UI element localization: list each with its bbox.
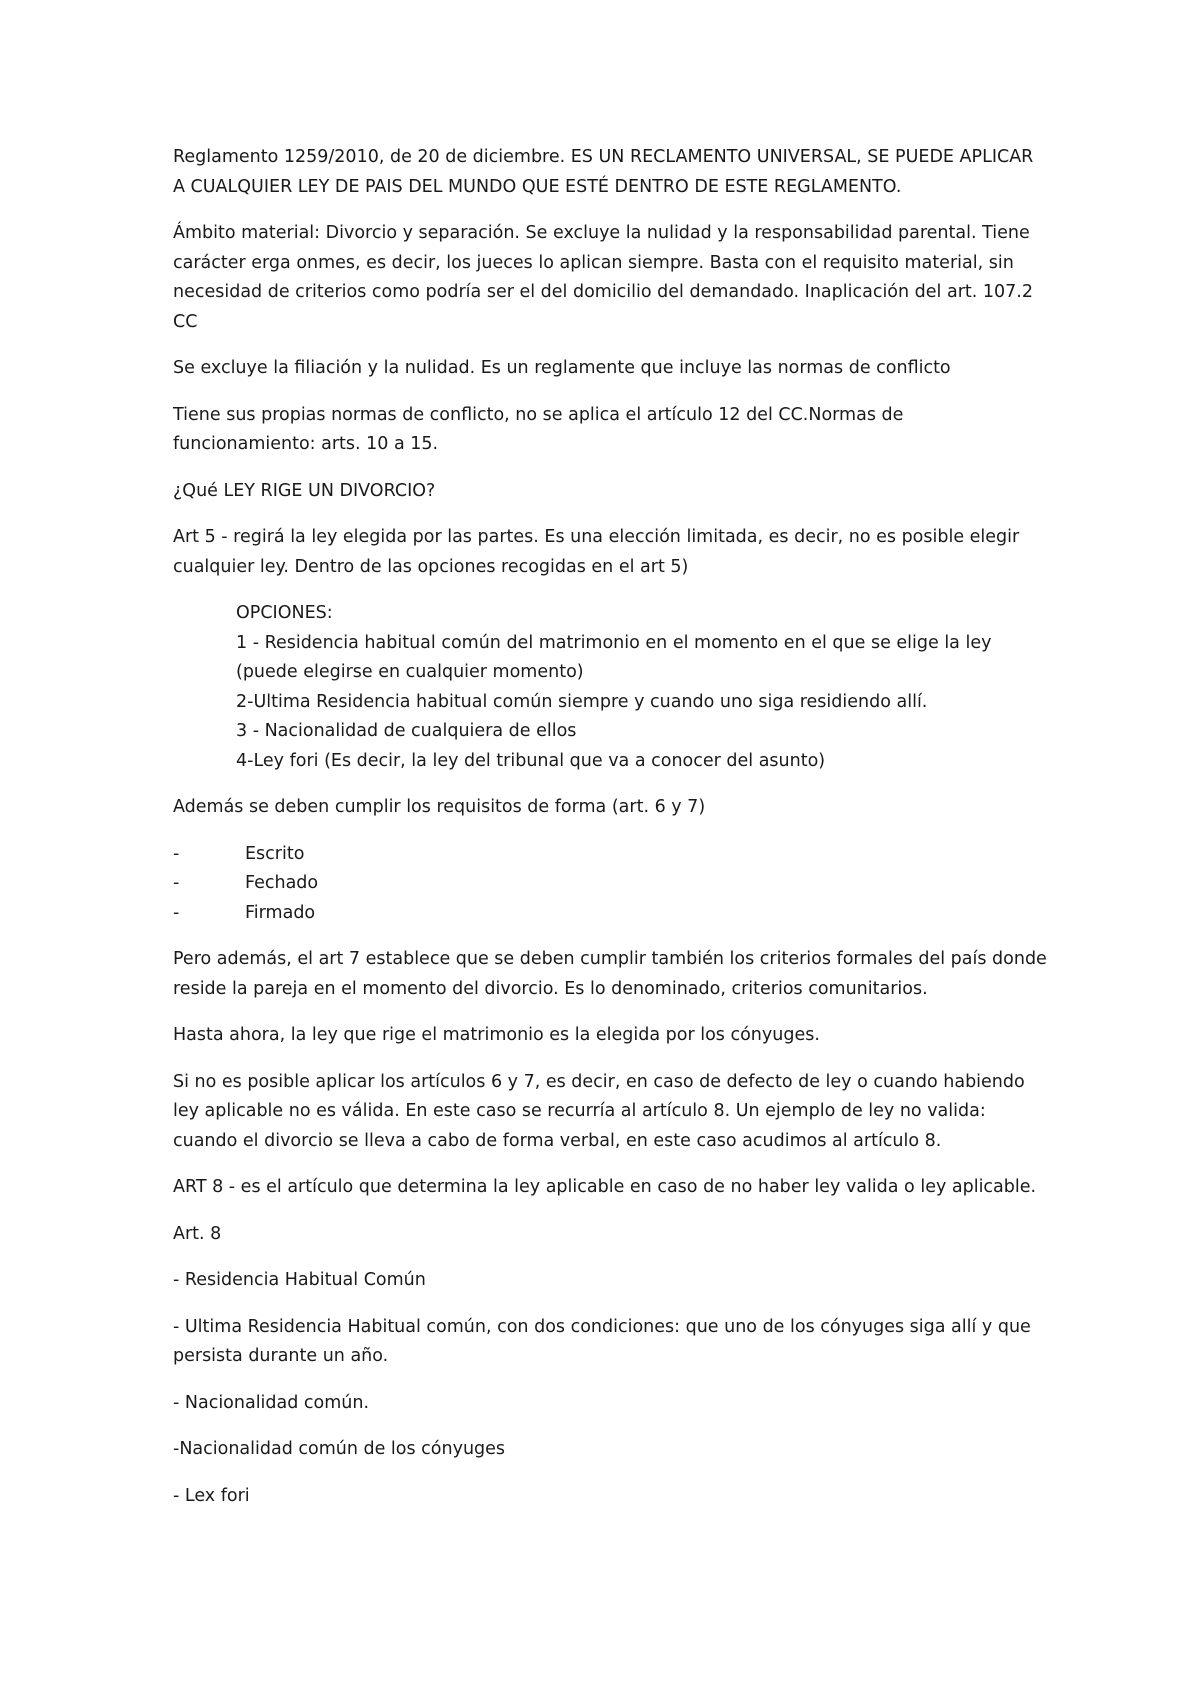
paragraph-criterio-4: -Nacionalidad común de los cónyuges bbox=[173, 1439, 506, 1459]
list-item-label: Firmado bbox=[245, 902, 316, 923]
list-item-label: Escrito bbox=[245, 843, 305, 864]
dash-bullet: - bbox=[173, 843, 180, 864]
options-block bbox=[236, 599, 1050, 776]
paragraph-art5: Art 5 - regirá la ley elegida por las partes. Es una elección limitada, es decir, no es posible elegir cualquier ley. Dentro de las opciones recogidas en el art 5) bbox=[173, 527, 1020, 577]
paragraph-criterio-2: - Ultima Residencia Habitual común, con dos condiciones: que uno de los cónyuges siga allí y que persista durante un año. bbox=[173, 1316, 1031, 1366]
dash-bullet: - bbox=[173, 902, 180, 923]
paragraph-normas-conflicto: Tiene sus propias normas de conflicto, no se aplica el artículo 12 del CC.Normas de funcionamiento: arts. 10 a 15. bbox=[173, 404, 904, 454]
option-item: 1 - Residencia habitual común del matrimonio en el momento en el que se elige la ley (puede elegirse en cualquier momento) bbox=[236, 632, 992, 682]
paragraph-art7: Pero además, el art 7 establece que se deben cumplir también los criterios formales del país donde reside la pareja en el momento del divorcio. Es lo denominado, criterios comunitarios. bbox=[173, 949, 1047, 999]
paragraph-art8-title: Art. 8 bbox=[173, 1223, 222, 1244]
paragraph-ambito-material: Ámbito material: Divorcio y separación. Se excluye la nulidad y la responsabilidad parental. Tiene carácter erga onmes, es decir, los jueces lo aplican siempre. Basta con el requisito material, sin necesidad de criterios como podría ser el del domicilio del demandado. Inaplicación del art. 107.2 CC bbox=[173, 223, 1033, 332]
paragraph-criterio-3: - Nacionalidad común. bbox=[173, 1392, 370, 1413]
paragraph-question: ¿Qué LEY RIGE UN DIVORCIO? bbox=[173, 480, 436, 501]
paragraph-reglamento: Reglamento 1259/2010, de 20 de diciembre. ES UN RECLAMENTO UNIVERSAL, SE PUEDE APLICAR A CUALQUIER LEY DE PAIS DEL MUNDO QUE ESTÉ DENTRO DE ESTE REGLAMENTO. bbox=[173, 147, 1034, 197]
paragraph-criterio-5: - Lex fori bbox=[173, 1485, 250, 1506]
paragraph-criterio-1: - Residencia Habitual Común bbox=[173, 1270, 426, 1290]
list-item bbox=[173, 840, 1050, 870]
options-title: OPCIONES: bbox=[236, 603, 333, 623]
paragraph-hasta-ahora: Hasta ahora, la ley que rige el matrimonio es la elegida por los cónyuges. bbox=[173, 1025, 820, 1045]
paragraph-exclusion: Se excluye la filiación y la nulidad. Es un reglamente que incluye las normas de conflicto bbox=[173, 358, 951, 378]
list-item bbox=[173, 869, 1050, 899]
paragraph-art8: ART 8 - es el artículo que determina la ley aplicable en caso de no haber ley valida o ley aplicable. bbox=[173, 1177, 1037, 1197]
list-item bbox=[173, 899, 1050, 929]
paragraph-defecto-ley: Si no es posible aplicar los artículos 6 y 7, es decir, en caso de defecto de ley o cuando habiendo ley aplicable no es válida. En este caso se recurría al artículo 8. Un ejemplo de ley no valida: cuando el divorcio se lleva a cabo de forma verbal, en este caso acudimos al artículo 8. bbox=[173, 1071, 1025, 1151]
option-item: 2-Ultima Residencia habitual común siempre y cuando uno siga residiendo allí. bbox=[236, 691, 928, 712]
list-item-label: Fechado bbox=[245, 873, 319, 893]
requisitos-list bbox=[173, 840, 1050, 929]
option-item: 4-Ley fori (Es decir, la ley del tribunal que va a conocer del asunto) bbox=[236, 750, 826, 771]
option-item: 3 - Nacionalidad de cualquiera de ellos bbox=[236, 721, 577, 741]
paragraph-requisitos-forma: Además se deben cumplir los requisitos de forma (art. 6 y 7) bbox=[173, 797, 706, 817]
dash-bullet: - bbox=[173, 873, 180, 893]
